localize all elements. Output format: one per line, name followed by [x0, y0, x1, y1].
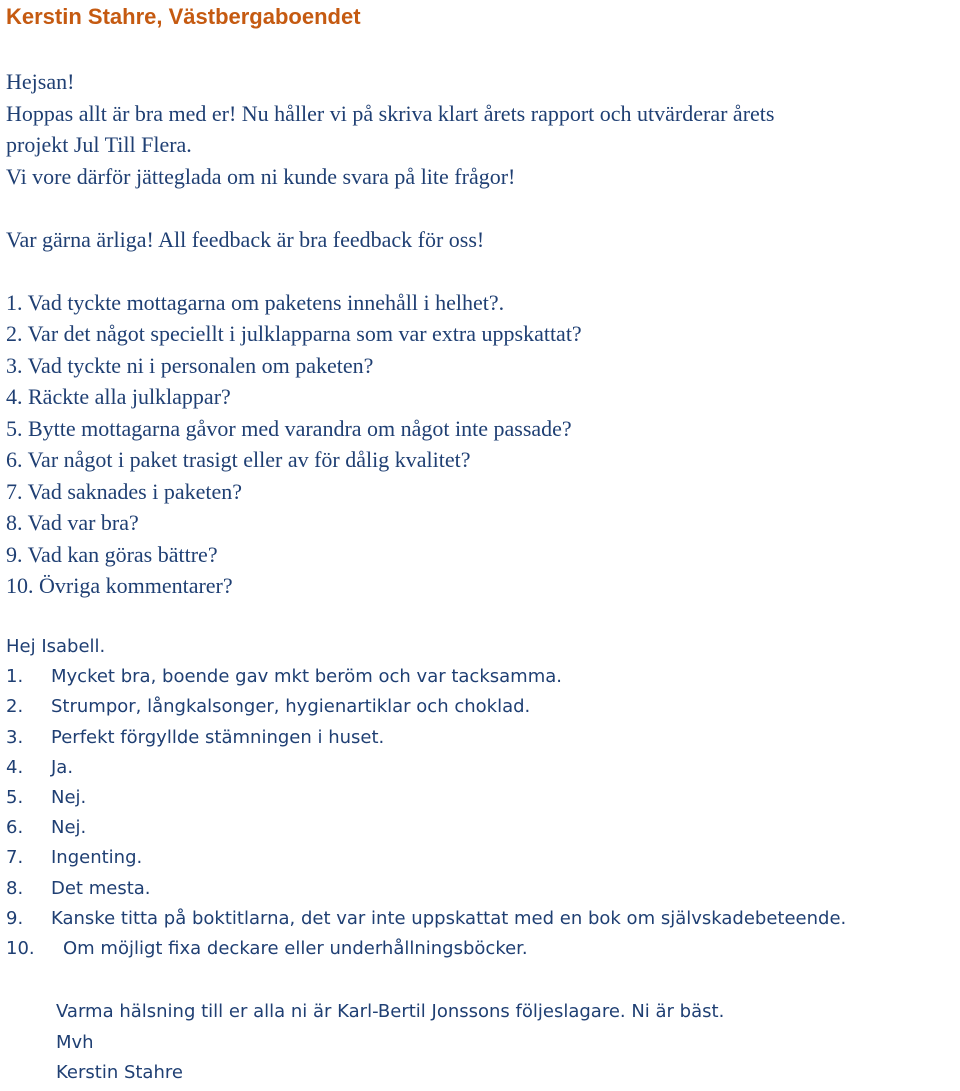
- answer-item: [6, 904, 956, 934]
- answer-text: Ingenting.: [51, 847, 143, 869]
- paragraph-gap: [6, 255, 956, 287]
- paragraph-gap: [6, 192, 956, 224]
- answer-item: [6, 692, 956, 722]
- answer-number: 5.: [6, 787, 24, 809]
- letter-encouragement: Var gärna ärliga! All feedback är bra feedback för oss!: [6, 226, 485, 252]
- answer-item: [6, 662, 956, 692]
- question-item: 7. Vad saknades i paketen?: [6, 478, 243, 504]
- reply-signoff: [56, 997, 936, 1089]
- answer-text: Perfekt förgyllde stämningen i huset.: [51, 726, 385, 748]
- question-item: 8. Vad var bra?: [6, 510, 139, 535]
- answer-item: [6, 934, 956, 964]
- reply-greeting: Hej Isabell.: [6, 636, 106, 657]
- signoff-mvh: Mvh: [56, 1031, 94, 1053]
- question-item: 6. Var något i paket trasigt eller av för dålig kvalitet?: [6, 447, 471, 472]
- answer-text: Ja.: [51, 756, 74, 778]
- question-item: 5. Bytte mottagarna gåvor med varandra om något inte passade?: [6, 415, 572, 441]
- inquiry-letter: [6, 66, 956, 602]
- question-item: 3. Vad tyckte ni i personalen om paketen?: [6, 352, 374, 378]
- question-item: 2. Var det något speciellt i julklapparna som var extra uppskattat?: [6, 321, 582, 346]
- answer-number: 7.: [6, 847, 24, 869]
- answer-number: 6.: [6, 817, 24, 839]
- answer-number: 8.: [6, 877, 24, 899]
- answer-item: [6, 783, 956, 813]
- answer-number: 9.: [6, 907, 24, 929]
- letter-intro-line: projekt Jul Till Flera.: [6, 132, 192, 157]
- answer-number: 2.: [6, 696, 24, 718]
- answer-item: [6, 753, 956, 783]
- answer-item: [6, 723, 956, 753]
- reply-section: [6, 632, 956, 964]
- letter-intro-line: Hoppas allt är bra med er! Nu håller vi på skriva klart årets rapport och utvärderar årets: [6, 100, 775, 126]
- answer-text: Kanske titta på boktitlarna, det var inte uppskattat med en bok om självskadebeteende.: [51, 907, 847, 929]
- question-item: 9. Vad kan göras bättre?: [6, 541, 218, 567]
- answer-text: Nej.: [51, 817, 87, 839]
- document-title: Kerstin Stahre, Västbergaboendet: [6, 4, 361, 29]
- answer-number: 4.: [6, 756, 24, 778]
- question-item: 10. Övriga kommentarer?: [6, 573, 233, 598]
- question-item: 1. Vad tyckte mottagarna om paketens innehåll i helhet?.: [6, 289, 505, 315]
- answer-text: Nej.: [51, 787, 87, 809]
- answer-item: [6, 874, 956, 904]
- letter-greeting: Hejsan!: [6, 69, 75, 94]
- answer-number: 3.: [6, 726, 24, 748]
- answer-text: Mycket bra, boende gav mkt beröm och var tacksamma.: [51, 666, 562, 688]
- answer-text: Det mesta.: [51, 877, 151, 899]
- closing-line: Varma hälsning till er alla ni är Karl-Bertil Jonssons följeslagare. Ni är bäst.: [56, 1001, 725, 1022]
- answer-item: [6, 813, 956, 843]
- signature-name: Kerstin Stahre: [56, 1062, 183, 1083]
- answer-text: Om möjligt fixa deckare eller underhållningsböcker.: [63, 938, 528, 960]
- answer-number: 1.: [6, 666, 24, 688]
- answer-number: 10.: [6, 938, 35, 960]
- question-item: 4. Räckte alla julklappar?: [6, 384, 231, 409]
- letter-intro-line: Vi vore därför jätteglada om ni kunde svara på lite frågor!: [6, 163, 516, 189]
- answer-text: Strumpor, långkalsonger, hygienartiklar och choklad.: [51, 696, 531, 718]
- answer-item: [6, 843, 956, 873]
